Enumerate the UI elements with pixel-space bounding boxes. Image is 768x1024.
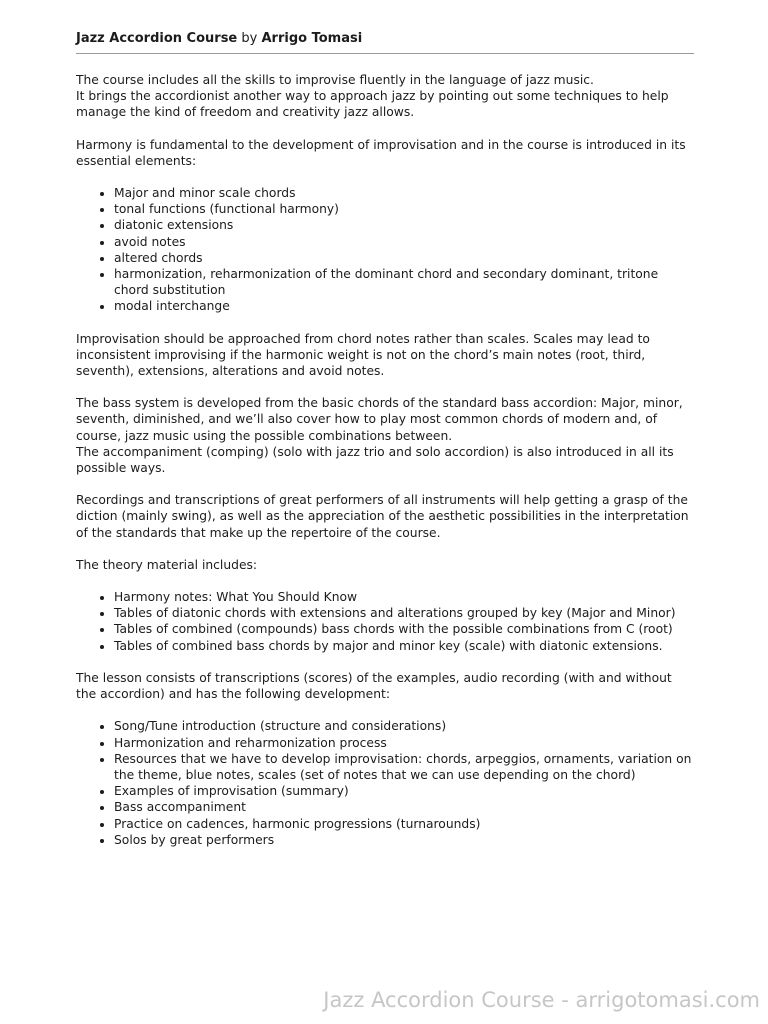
- theory-item: • Tables of combined (compounds) bass chords with the possible combinations from C (root): [114, 621, 694, 637]
- document-page: [76, 30, 694, 864]
- harmony-item: • avoid notes: [114, 234, 694, 250]
- by-text: by: [241, 31, 258, 46]
- recordings-paragraph: Recordings and transcriptions of great performers of all instruments will help getting a grasp of the diction (mainly swing), as well as the appreciation of the aesthetic possibilities in the interpretation of the standards that make up the repertoire of the course.: [76, 493, 689, 540]
- harmony-item: • Major and minor scale chords: [114, 185, 694, 201]
- improvisation-paragraph: Improvisation should be approached from chord notes rather than scales. Scales may lead to inconsistent improvising if the harmonic weight is not on the chord’s main notes (root, third, seventh), extensions, alterations and avoid notes.: [76, 331, 650, 379]
- intro-paragraph: [76, 72, 694, 121]
- lesson-list: [76, 718, 694, 848]
- harmony-item: • tonal functions (functional harmony): [114, 201, 694, 217]
- theory-item: • Harmony notes: What You Should Know: [114, 589, 694, 605]
- harmony-item: • harmonization, reharmonization of the dominant chord and secondary dominant, tritone chord substitution: [114, 266, 694, 298]
- footer-watermark: Jazz Accordion Course - arrigotomasi.com: [323, 988, 760, 1012]
- lesson-item: • Song/Tune introduction (structure and considerations): [114, 718, 694, 734]
- theory-item: • Tables of diatonic chords with extensions and alterations grouped by key (Major and Minor): [114, 605, 694, 621]
- lesson-item: • Examples of improvisation (summary): [114, 783, 694, 799]
- bass-line-1: The bass system is developed from the basic chords of the standard bass accordion: Major, minor, seventh, diminished, and we’ll also cover how to play most common chords of modern and, of course, jazz music using the possible combinations between.: [76, 396, 683, 443]
- theory-paragraph: The theory material includes:: [76, 557, 258, 572]
- document-header: [76, 30, 694, 54]
- course-title: Jazz Accordion Course: [76, 31, 238, 46]
- lesson-item: • Bass accompaniment: [114, 799, 694, 815]
- lesson-item: • Harmonization and reharmonization process: [114, 735, 694, 751]
- harmony-paragraph: Harmony is fundamental to the development of improvisation and in the course is introduced in its essential elements:: [76, 137, 686, 168]
- theory-list: [76, 589, 694, 654]
- lesson-item: • Solos by great performers: [114, 832, 694, 848]
- lesson-item: • Resources that we have to develop improvisation: chords, arpeggios, ornaments, variation on the theme, blue notes, scales (set of notes that we can use depending on the chord): [114, 751, 694, 783]
- harmony-item: • diatonic extensions: [114, 217, 694, 233]
- lesson-item: • Practice on cadences, harmonic progressions (turnarounds): [114, 816, 694, 832]
- harmony-list: [76, 185, 694, 315]
- lesson-paragraph: The lesson consists of transcriptions (scores) of the examples, audio recording (with and without the accordion) and has the following development:: [76, 670, 672, 702]
- author-name: Arrigo Tomasi: [261, 31, 363, 46]
- bass-paragraph: [76, 395, 694, 476]
- document-body: [76, 72, 694, 848]
- harmony-item: • modal interchange: [114, 298, 694, 314]
- theory-item: • Tables of combined bass chords by major and minor key (scale) with diatonic extensions.: [114, 638, 694, 654]
- intro-line-2: It brings the accordionist another way to approach jazz by pointing out some techniques to help manage the kind of freedom and creativity jazz allows.: [76, 89, 669, 120]
- bass-line-2: The accompaniment (comping) (solo with jazz trio and solo accordion) is also introduced in all its possible ways.: [76, 444, 674, 476]
- intro-line-1: The course includes all the skills to improvise fluently in the language of jazz music.: [76, 73, 594, 87]
- harmony-item: • altered chords: [114, 250, 694, 266]
